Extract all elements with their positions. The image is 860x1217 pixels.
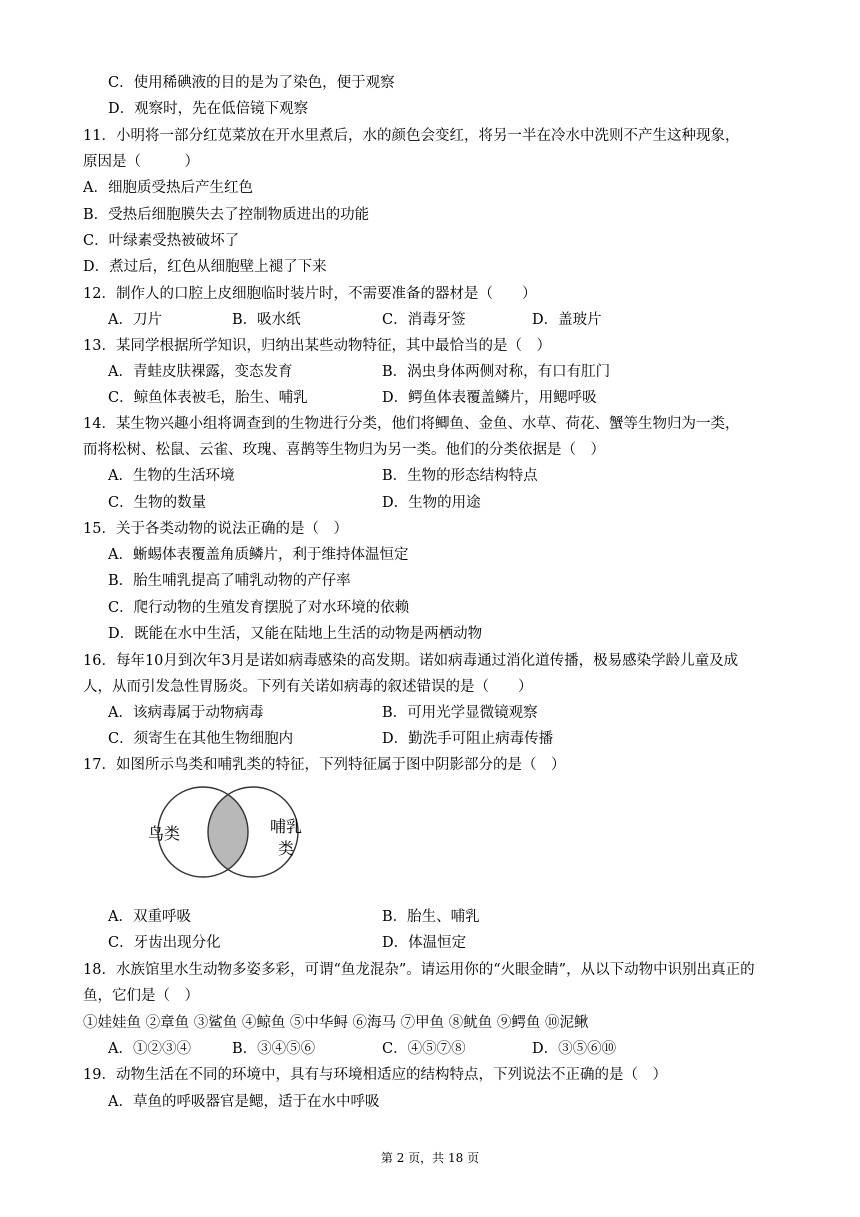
answer-option: B．可用光学显微镜观察 <box>382 705 538 721</box>
text-line: A．草鱼的呼吸器官是鳃，适于在水中呼吸 <box>108 1094 380 1110</box>
text-line: 11．小明将一部分红苋菜放在开水里煮后，水的颜色会变红，将另一半在冷水中洗则不产生这种现象， <box>83 128 740 144</box>
venn-right-label-top: 哺乳 <box>270 819 303 836</box>
answer-option: D．③⑤⑥⑩ <box>532 1041 617 1057</box>
text-line: 13．某同学根据所学知识，归纳出某些动物特征，其中最恰当的是（ ） <box>83 338 551 354</box>
text-line: B．受热后细胞膜失去了控制物质进出的功能 <box>83 207 370 223</box>
answer-option: C．生物的数量 <box>108 495 207 511</box>
text-line: C．叶绿素受热被破坏了 <box>83 233 240 249</box>
answer-option: D．生物的用途 <box>382 495 481 511</box>
answer-option: D．鳄鱼体表覆盖鳞片，用鳃呼吸 <box>382 390 597 406</box>
answer-option: C．鲸鱼体表被毛，胎生、哺乳 <box>108 390 308 406</box>
answer-option: A．双重呼吸 <box>108 909 191 925</box>
text-line: 14．某生物兴趣小组将调查到的生物进行分类，他们将鲫鱼、金鱼、水草、荷花、蟹等生物归为一类， <box>83 416 740 432</box>
text-line: A．蜥蜴体表覆盖角质鳞片，利于维持体温恒定 <box>108 547 409 563</box>
answer-option: B．③④⑤⑥ <box>232 1041 316 1057</box>
answer-option: B．涡虫身体两侧对称，有口有肛门 <box>382 364 611 380</box>
answer-option: A．生物的生活环境 <box>108 468 235 484</box>
text-line: 鱼，它们是（ ） <box>83 988 199 1004</box>
answer-option: C．④⑤⑦⑧ <box>382 1041 466 1057</box>
answer-option: D．勤洗手可阻止病毒传播 <box>382 731 554 747</box>
answer-option: A．该病毒属于动物病毒 <box>108 705 264 721</box>
text-line: ①娃娃鱼 ②章鱼 ③鲨鱼 ④鲸鱼 ⑤中华鲟 ⑥海马 ⑦甲鱼 ⑧鱿鱼 ⑨鳄鱼 ⑩泥鳅 <box>83 1015 589 1031</box>
text-line: 17．如图所示鸟类和哺乳类的特征，下列特征属于图中阴影部分的是（ ） <box>83 757 566 773</box>
text-line: 而将松树、松鼠、云雀、玫瑰、喜鹊等生物归为另一类。他们的分类依据是（ ） <box>83 442 605 458</box>
answer-option: D．体温恒定 <box>382 935 467 951</box>
text-line: D．既能在水中生活，又能在陆地上生活的动物是两栖动物 <box>108 626 483 642</box>
text-line: B．胎生哺乳提高了哺乳动物的产仔率 <box>108 573 351 589</box>
venn-diagram <box>138 782 318 882</box>
text-line: 人，从而引发急性胃肠炎。下列有关诺如病毒的叙述错误的是（ ） <box>83 679 533 695</box>
answer-option: B．吸水纸 <box>232 312 301 328</box>
answer-option: D．盖玻片 <box>532 312 602 328</box>
text-line: 19．动物生活在不同的环境中，具有与环境相适应的结构特点，下列说法不正确的是（ ） <box>83 1067 667 1083</box>
answer-option: A．刀片 <box>108 312 162 328</box>
text-line: 18．水族馆里水生动物多姿多彩，可谓“鱼龙混杂”。请运用你的“火眼金睛”，从以下动物中识别出真正的 <box>83 962 755 978</box>
text-line: D．观察时，先在低倍镜下观察 <box>108 101 309 117</box>
answer-option: C．消毒牙签 <box>382 312 466 328</box>
page-footer: 第 2 页，共 18 页 <box>380 1151 480 1165</box>
text-line: 16．每年10月到次年3月是诺如病毒感染的高发期。诺如病毒通过消化道传播，极易感染学龄儿童及成 <box>83 653 739 669</box>
text-line: 12．制作人的口腔上皮细胞临时装片时，不需要准备的器材是（ ） <box>83 286 537 302</box>
answer-option: B．生物的形态结构特点 <box>382 468 538 484</box>
venn-right-label-bottom: 类 <box>278 841 295 858</box>
text-line: A．细胞质受热后产生红色 <box>83 180 253 196</box>
answer-option: A．青蛙皮肤裸露，变态发育 <box>108 364 293 380</box>
text-line: C．使用稀碘液的目的是为了染色，便于观察 <box>108 75 395 91</box>
answer-option: A．①②③④ <box>108 1041 191 1057</box>
text-line: 原因是（ ） <box>83 154 199 170</box>
venn-left-label: 鸟类 <box>148 826 181 843</box>
text-line: 15．关于各类动物的说法正确的是（ ） <box>83 521 348 537</box>
answer-option: C．牙齿出现分化 <box>108 935 221 951</box>
text-line: D．煮过后，红色从细胞壁上褪了下来 <box>83 259 327 275</box>
answer-option: B．胎生、哺乳 <box>382 909 480 925</box>
text-line: C．爬行动物的生殖发育摆脱了对水环境的依赖 <box>108 600 410 616</box>
answer-option: C．须寄生在其他生物细胞内 <box>108 731 294 747</box>
